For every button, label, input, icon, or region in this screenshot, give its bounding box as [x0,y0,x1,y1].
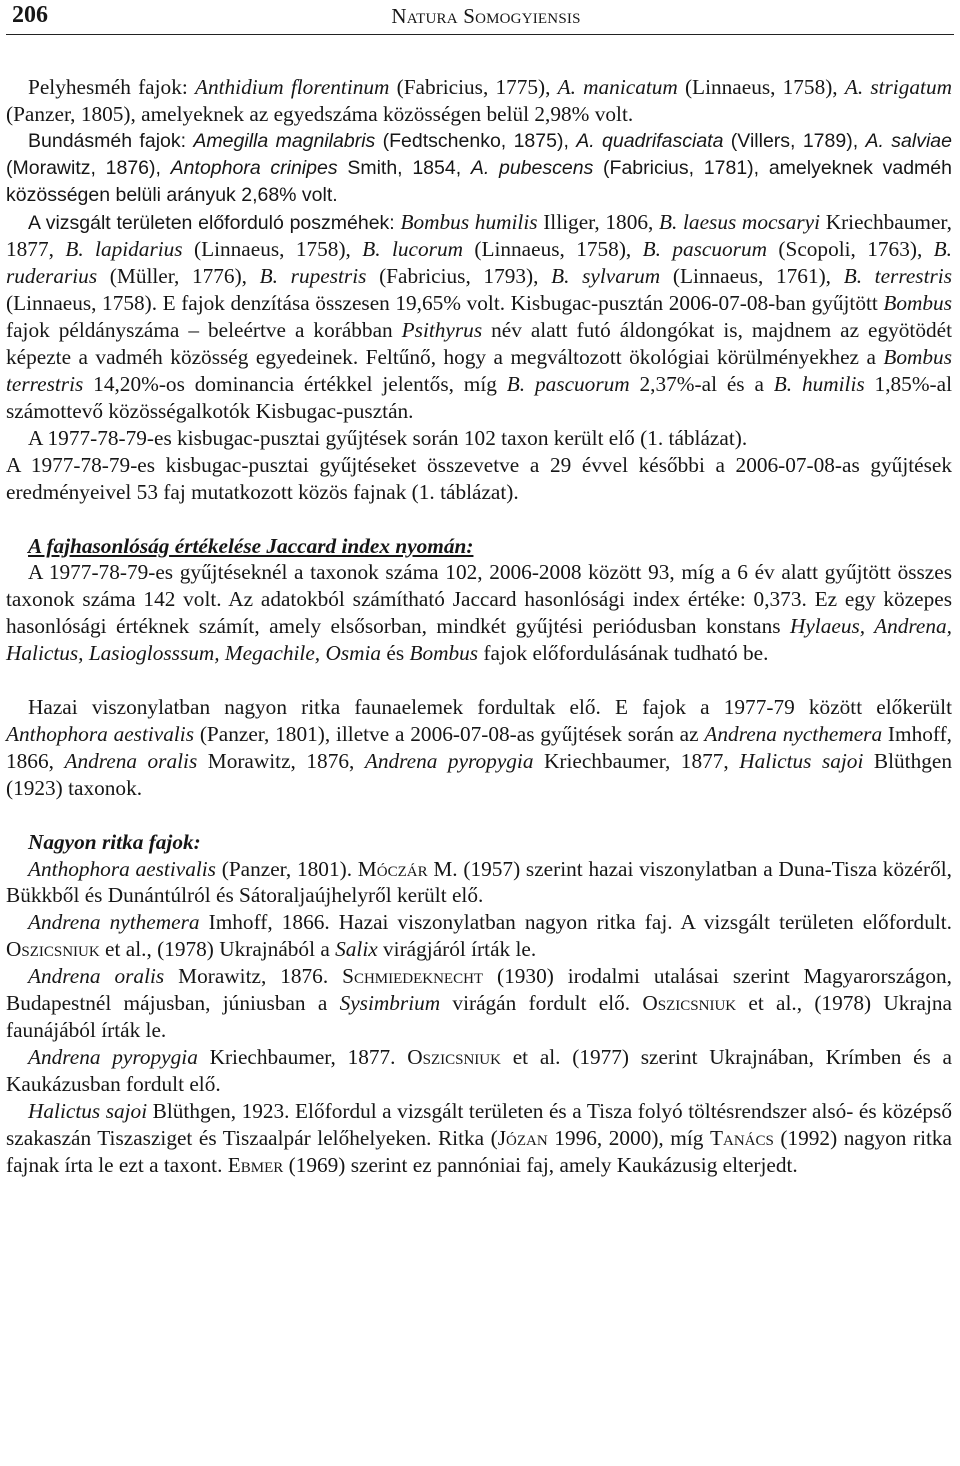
paragraph-taxon-count: A 1977-78-79-es kisbugac-pusztai gyűjtések során 102 taxon került elő (1. táblázat). [28,425,748,450]
section-heading-jaccard: A fajhasonlóság értékelése Jaccard index nyomán: [28,533,474,558]
page-header [6,0,954,35]
species-entry-andrena-nythemera: Andrena nythemera Imhoff, 1866. Hazai viszonylatban nagyon ritka faj. A vizsgált területen előfordult. Oszicsniuk et al., (1978) Ukrajnából a Salix virágjáról írták le. [6,910,952,962]
section-heading-rare-species: Nagyon ritka fajok: [28,829,201,854]
paragraph-jaccard: A 1977-78-79-es gyűjtéseknél a taxonok száma 102, 2006-2008 között 93, míg a 6 év alatt gyűjtött összes taxonok száma 142 volt. Az adatokból számítható Jaccard hasonlósági index értéke: 0,373. Ez egy közepes hasonlósági értéknek számít, amely elsősorban, mindkét gyűjtési periódusban konstans Hylaeus, Andrena, Halictus, Lasioglosssum, Megachile, Osmia és Bombus fajok előfordulásának tudható be. [6,560,953,666]
paragraph-poszmehek: A vizsgált területen előforduló poszméhek: Bombus humilis Illiger, 1806, B. laesus mocsaryi Kriechbaumer, 1877, B. lapidarius (Linnaeus, 1758), B. lucorum (Linnaeus, 1758), B. pascuorum (Scopoli, 1763), B. ruderarius (Müller, 1776), B. rupestris (Fabricius, 1793), B. sylvarum (Linnaeus, 1761), B. terrestris (Linnaeus, 1758). E fajok denzítása összesen 19,65% volt. Kisbugac-pusztán 2006-07-08-ban gyűjtött Bombus fajok példányszáma – beleértve a korábban Psithyrus név alatt futó áldongókat is, majdnem az egyötödét képezte a vadméh közösség egyedeinek. Feltűnő, hogy a megváltozott ökológiai körülményekhez a Bombus terrestris 14,20%-os dominancia értékkel jelentős, míg B. pascuorum 2,37%-al és a B. humilis 1,85%-al számottevő közösségalkotók Kisbugac-pusztán. [6,209,953,423]
page-number: 206 [12,2,48,28]
species-entry-anthophora-aestivalis: Anthophora aestivalis (Panzer, 1801). Móczár M. (1957) szerint hazai viszonylatban a Duna-Tisza közéről, Bükkből és Dunántúlról és Sátoraljaújhelyről került elő. [6,856,952,908]
paragraph-rare-fauna: Hazai viszonylatban nagyon ritka faunaelemek fordultak elő. E fajok a 1977-79 között előkerült Anthophora aestivalis (Panzer, 1801), illetve a 2006-07-08-as gyűjtések során az Andrena nycthemera Imhoff, 1866, Andrena oralis Morawitz, 1876, Andrena pyropygia Kriechbaumer, 1877, Halictus sajoi Blüthgen (1923) taxonok. [6,695,953,800]
species-entry-halictus-sajoi: Halictus sajoi Blüthgen, 1923. Előfordul a vizsgált területen és a Tisza folyó töltésrendszer alsó- és középső szakaszán Tiszasziget és Tiszaalpár lelőhelyeken. Ritka (Józan 1996, 2000), míg Tanács (1992) nagyon ritka fajnak írta le ezt a taxont. Ebmer (1969) szerint ez pannóniai faj, amely Kaukázusig elterjedt. [6,1098,952,1177]
article-body [6,74,952,1178]
paragraph-pelyhesmeh: Pelyhesméh fajok: Anthidium florentinum (Fabricius, 1775), A. manicatum (Linnaeus, 1758), A. strigatum (Panzer, 1805), amelyeknek az egyedszáma közösségen belül 2,98% volt. [6,75,952,126]
species-entry-andrena-oralis: Andrena oralis Morawitz, 1876. Schmiedeknecht (1930) irodalmi utalásai szerint Magyarországon, Budapestnél májusban, júniusban a Sysimbrium virágán fordult elő. Oszicsniuk et al., (1978) Ukrajna faunájából írták le. [6,964,952,1042]
journal-title: Natura Somogyiensis [391,4,581,28]
paragraph-common-species: A 1977-78-79-es kisbugac-pusztai gyűjtéseket összevetve a 29 évvel későbbi a 2006-07-08-as gyűjtések eredményeivel 53 faj mutatkozott közös fajnak (1. táblázat). [6,452,952,504]
species-entry-andrena-pyropygia: Andrena pyropygia Kriechbaumer, 1877. Oszicsniuk et al. (1977) szerint Ukrajnában, Krímben és a Kaukázusban fordult elő. [6,1044,952,1096]
paragraph-bundasmeh: Bundásméh fajok: Amegilla magnilabris (Fedtschenko, 1875), A. quadrifasciata (Villers, 1789), A. salviae (Morawitz, 1876), Antophora crinipes Smith, 1854, A. pubescens (Fabricius, 1781), amelyeknek vadméh közösségen belüli arányuk 2,68% volt. [6,129,952,206]
